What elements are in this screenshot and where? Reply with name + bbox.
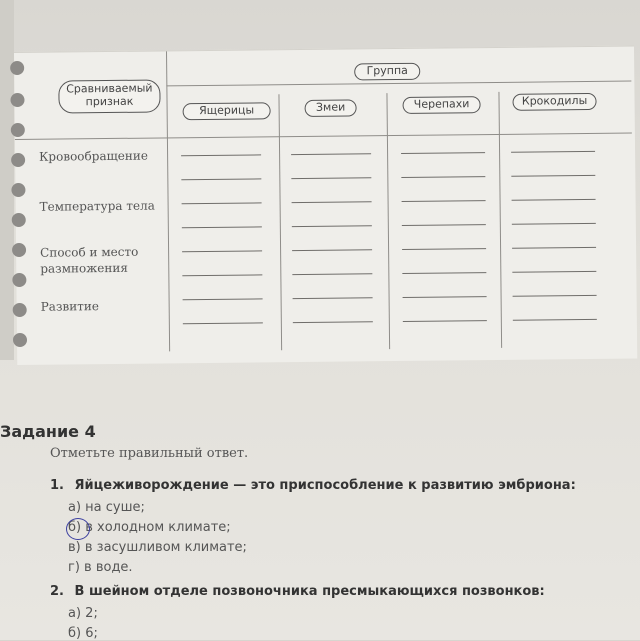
answer-blank[interactable] (511, 175, 595, 177)
group-turtles: Черепахи (402, 96, 480, 114)
answer-blank[interactable] (512, 199, 596, 201)
binding-hole (12, 273, 26, 287)
row-label-circulation: Кровообращение (39, 148, 148, 164)
binding-hole (10, 61, 24, 75)
answer-blank[interactable] (182, 202, 262, 204)
answer-blank[interactable] (292, 273, 372, 275)
pen-circle-mark (66, 518, 90, 540)
task-title: Задание 4 (0, 422, 96, 441)
group-header: Группа (354, 63, 420, 81)
feature-header: Сравниваемый признак (58, 79, 160, 113)
question-text: Яйцеживорождение — это приспособление к развитию эмбриона: (74, 478, 576, 493)
answer-blank[interactable] (181, 154, 261, 156)
question-1 (50, 478, 576, 493)
answer-blank[interactable] (402, 248, 486, 250)
answer-blank[interactable] (401, 176, 485, 178)
option-b[interactable]: б) 6; (68, 626, 98, 641)
option-a[interactable]: а) на суше; (68, 500, 145, 515)
group-crocodiles: Крокодилы (512, 93, 596, 111)
answer-blank[interactable] (292, 249, 372, 251)
row-label-development: Развитие (40, 299, 100, 314)
option-c[interactable]: в) в засушливом климате; (68, 540, 247, 555)
answer-blank[interactable] (402, 224, 486, 226)
answer-blank[interactable] (402, 200, 486, 202)
binding-hole (11, 183, 25, 197)
answer-blank[interactable] (293, 321, 373, 323)
answer-blank[interactable] (292, 225, 372, 227)
answer-blank[interactable] (293, 297, 373, 299)
answer-blank[interactable] (402, 272, 486, 274)
binding-hole (13, 333, 27, 347)
answer-blank[interactable] (181, 178, 261, 180)
binding-hole (12, 213, 26, 227)
answer-blank[interactable] (512, 223, 596, 225)
task-instruction: Отметьте правильный ответ. (50, 446, 249, 461)
table-divider (278, 94, 282, 350)
binding-hole (11, 123, 25, 137)
answer-blank[interactable] (183, 298, 263, 300)
answer-blank[interactable] (292, 201, 372, 203)
question-number: 2. (50, 584, 64, 599)
answer-blank[interactable] (511, 151, 595, 153)
option-d[interactable]: г) в воде. (68, 560, 133, 575)
question-2 (50, 584, 545, 599)
row-label-reproduction: Способ и место размножения (40, 244, 139, 276)
table-divider (15, 133, 632, 140)
answer-blank[interactable] (403, 296, 487, 298)
binding-hole (13, 303, 27, 317)
binding-hole (12, 243, 26, 257)
question-number: 1. (50, 478, 64, 493)
option-a[interactable]: а) 2; (68, 606, 98, 621)
group-snakes: Змеи (305, 99, 357, 117)
comparison-table (14, 46, 637, 365)
table-divider (498, 92, 502, 348)
answer-blank[interactable] (512, 271, 596, 273)
binding-strip (0, 0, 14, 360)
binding-hole (10, 93, 24, 107)
answer-blank[interactable] (513, 319, 597, 321)
binding-hole (11, 153, 25, 167)
table-divider (166, 51, 170, 351)
answer-blank[interactable] (183, 322, 263, 324)
answer-blank[interactable] (401, 152, 485, 154)
row-label-temperature: Температура тела (39, 198, 155, 214)
table-divider (166, 81, 631, 87)
answer-blank[interactable] (182, 250, 262, 252)
option-b[interactable]: б) в холодном климате; (68, 520, 231, 535)
answer-blank[interactable] (513, 295, 597, 297)
answer-blank[interactable] (182, 226, 262, 228)
answer-blank[interactable] (403, 320, 487, 322)
answer-blank[interactable] (182, 274, 262, 276)
answer-blank[interactable] (291, 153, 371, 155)
group-lizards: Ящерицы (183, 102, 271, 120)
table-divider (386, 93, 390, 349)
answer-blank[interactable] (512, 247, 596, 249)
question-text: В шейном отделе позвоночника пресмыкающихся позвонков: (74, 584, 545, 599)
answer-blank[interactable] (291, 177, 371, 179)
